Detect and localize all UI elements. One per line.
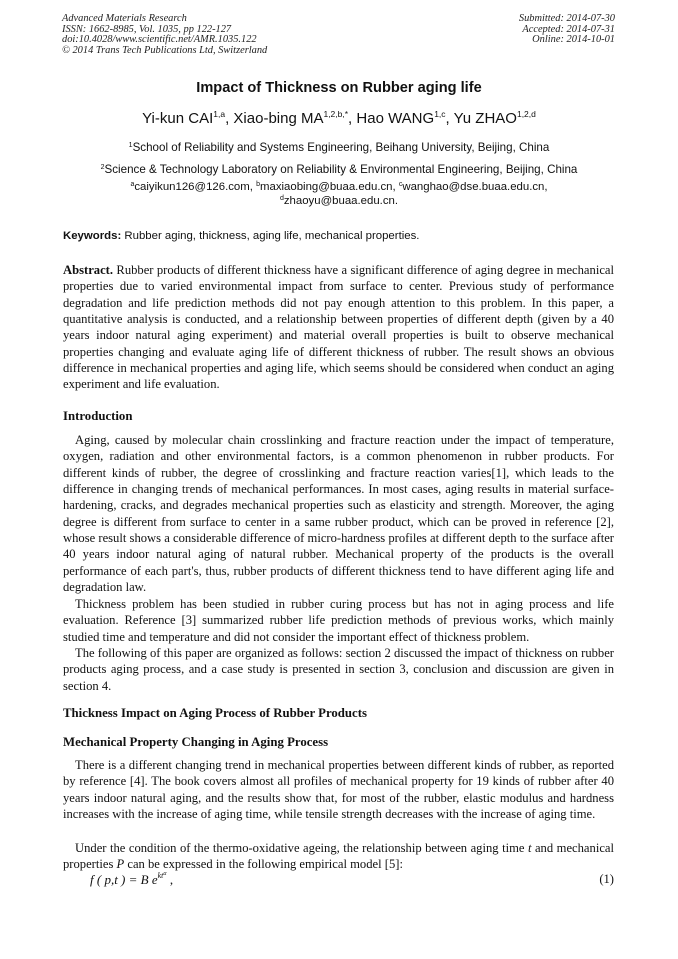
variable-p: P <box>116 857 125 872</box>
email-link[interactable]: zhaoyu@buaa.edu.cn. <box>283 194 399 207</box>
keywords-label: Keywords: <box>63 230 122 242</box>
mechanical-property-paragraph-1 <box>63 757 614 822</box>
journal-issn: ISSN: 1662-8985, Vol. 1035, pp 122-127 <box>62 23 232 35</box>
submitted-date: Submitted: 2014-07-30 <box>518 13 615 24</box>
email-link[interactable]: caiyikun126@126.com, <box>134 181 257 193</box>
subsection-heading-mechanical-property: Mechanical Property Changing in Aging Process <box>63 735 329 749</box>
paragraph-text: The following of this paper are organized as follows: section 2 discussed the impact of thickness on rubber products aging process, and a case study is presented in section 3, conclusion and discussion are given in section 4. <box>63 646 614 693</box>
email-marker: a <box>130 181 135 188</box>
email-link[interactable]: wanghao@dse.buaa.edu.cn, <box>402 181 548 193</box>
equation-1 <box>90 872 173 888</box>
paper-title: Impact of Thickness on Rubber aging life <box>196 80 482 96</box>
equation-tail: , <box>166 872 174 887</box>
exponent-base: kt <box>157 871 164 880</box>
email-marker: d <box>279 194 284 202</box>
author-affiliation-marker: 1,a <box>213 109 226 119</box>
journal-doi: doi:10.4028/www.scientific.net/AMR.1035.122 <box>62 34 257 46</box>
author-name: Xiao-bing MA <box>233 110 324 127</box>
author-separator: , <box>445 110 454 127</box>
author-name: Hao WANG <box>356 110 435 127</box>
equation-lhs: f ( p,t ) = B e <box>90 872 158 887</box>
mechanical-property-paragraph-2 <box>63 840 614 873</box>
author-affiliation-marker: 1,2,b,* <box>323 109 349 119</box>
author-separator: , <box>225 110 234 127</box>
email-marker: b <box>256 181 260 188</box>
journal-copyright: © 2014 Trans Tech Publications Ltd, Switzerland <box>62 44 268 56</box>
keywords-text: Rubber aging, thickness, aging life, mechanical properties. <box>121 230 420 242</box>
affiliation-1 <box>0 141 678 154</box>
author-affiliation-marker: 1,c <box>434 109 446 119</box>
affiliation-2 <box>0 163 678 176</box>
paragraph-text: can be expressed in the following empirical model [5]: <box>124 857 403 872</box>
keywords <box>63 230 419 242</box>
abstract-label: Abstract. <box>63 263 114 277</box>
affiliation-text: Science & Technology Laboratory on Reliability & Environmental Engineering, Beijing, China <box>104 163 578 176</box>
affiliation-marker: 1 <box>128 142 133 149</box>
affiliation-text: School of Reliability and Systems Engineering, Beihang University, Beijing, China <box>132 141 550 154</box>
author-separator: , <box>348 110 357 127</box>
author-affiliation-marker: 1,2,d <box>516 109 536 119</box>
email-link[interactable]: maxiaobing@buaa.edu.cn, <box>260 181 399 193</box>
journal-name: Advanced Materials Research <box>62 13 187 24</box>
abstract-text: Rubber products of different thickness have a significant difference of aging degree in mechanical properties due to varied environmental impact from surface to center. Previous study of performance degradation and life prediction methods did not pay enough attention to this problem. In this paper, a quantitative analysis is conducted, and a relationship between properties of different depth (given by a 40 years indoor natural aging experiment) and material overall properties is built to observe mechanical properties changing and evaluate aging life of different thickness of rubber. The result shows an obvious difference in mechanical properties and aging life, which seems should be considered when conduct an aging experiment and life evaluation. <box>63 263 614 392</box>
exponent-power: α <box>163 871 167 877</box>
author-emails <box>0 181 678 208</box>
abstract <box>63 262 614 393</box>
author-list <box>0 110 678 127</box>
paragraph-text: Aging, caused by molecular chain crosslinking and fracture reaction under the impact of temperature, oxygen, radiation and other environmental factors, is a common phenomenon in rubber products. For different kinds of rubber, the degree of crosslinking and fracture reaction varies[1], which leads to the difference in changing trends of mechanical performances. In most cases, aging results in material surface-hardening, cracks, and degrades mechanical properties such as elasticity and strength. Moreover, the aging degree is different from surface to center in a same rubber product, which can be proved in reference [2], whose result shows a considerable difference of micro-hardness profiles at different depth to the surface after 40 years indoor natural aging of natural rubber. Mechanical property of the products is the overall performance of each part's, thus, rubber products of different thickness tend to have different aging life and degradation law. <box>63 433 614 595</box>
affiliation-marker: 2 <box>100 164 105 171</box>
paragraph-text: Thickness problem has been studied in rubber curing process but has not in aging process and life evaluation. Reference [3] summarized rubber life prediction methods of previous works, which mainly studied time and temperature and did not consider the important effect of thickness problem. <box>63 597 614 644</box>
accepted-date: Accepted: 2014-07-31 <box>522 23 615 35</box>
author-name: Yu ZHAO <box>453 110 517 127</box>
equation-exponent <box>158 871 167 880</box>
section-heading-thickness-impact: Thickness Impact on Aging Process of Rubber Products <box>63 706 367 720</box>
journal-header-left <box>62 14 267 56</box>
equation-number: (1) <box>599 872 614 886</box>
paragraph-text: Under the condition of the thermo-oxidative ageing, the relationship between aging time <box>75 841 528 855</box>
intro-paragraph-2 <box>63 596 614 645</box>
email-marker: c <box>398 181 403 188</box>
online-date: Online: 2014-10-01 <box>532 34 615 46</box>
section-heading-introduction: Introduction <box>63 409 133 423</box>
intro-paragraph-3 <box>63 645 614 694</box>
journal-header-right <box>519 14 615 46</box>
paragraph-text: There is a different changing trend in mechanical properties between different kinds of rubber, as reported by reference [4]. The book covers almost all profiles of mechanical property for 19 kinds of rubber after 40 years indoor natural aging, and the results show that, for most of the rubber, elastic modulus and hardness increases with the increase of aging time, while tensile strength decreases with the increase of aging time. <box>63 758 614 822</box>
paragraph-text: and mechanical properties <box>63 841 614 872</box>
author-name: Yi-kun CAI <box>142 110 214 127</box>
variable-t: t <box>527 841 532 855</box>
intro-paragraph-1 <box>63 432 614 595</box>
